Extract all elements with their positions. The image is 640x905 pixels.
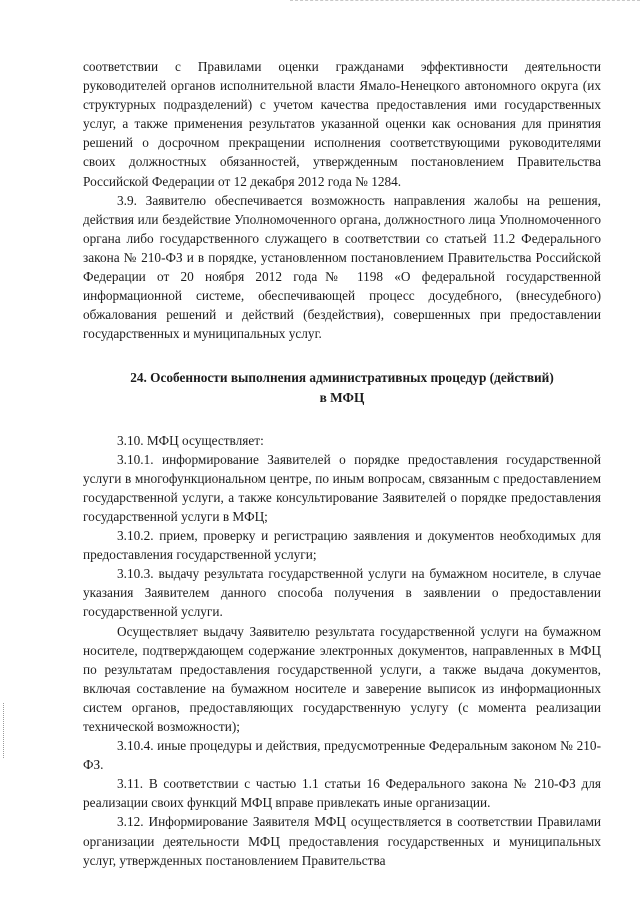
paragraph-3-10-2: 3.10.2. прием, проверку и регистрацию заявления и документов необходимых для предоставления государственной услуги; [83,528,601,563]
paragraph-3-10-1: 3.10.1. информирование Заявителей о порядке предоставления государственной услуги в многофункциональном центре, по иным вопросам, связанным с предоставлением государственной услуги, а также консультирование Заявителей о порядке предоставления государственной услуги в МФЦ; [83,451,601,524]
heading-line-1: 24. Особенности выполнения административных процедур (действий) [130,370,554,386]
paragraph-3-10: 3.10. МФЦ осуществляет: [117,432,264,448]
paragraph-3-10-3: 3.10.3. выдачу результата государственной услуги на бумажном носителе, в случае указания Заявителем данного способа получения в заявлении о предоставлении государственной услуги. [83,566,601,620]
scan-margin-marks [3,703,5,758]
paragraph-intro: соответствии с Правилами оценки гражданами эффективности деятельности руководителей органов исполнительной власти Ямало-Ненецкого автономного округа (их структурных подразделений) с учетом качества предоставления ими государственных услуг, а также применения результатов указанной оценки как основания для принятия решений о досрочном прекращении исполнения соответствующими руководителями своих должностных обязанностей, утвержденным постановлением Правительства Российской Федерации от 12 декабря 2012 года № 1284. [83,59,601,189]
paragraph-3-11: 3.11. В соответствии с частью 1.1 статьи 16 Федерального закона № 210-ФЗ для реализации своих функций МФЦ вправе привлекать иные организации. [83,776,601,811]
paragraph-3-9: 3.9. Заявителю обеспечивается возможность направления жалобы на решения, действия или бездействие Уполномоченного органа, должностного лица Уполномоченного органа либо государственного служащего в соответствии со статьей 11.2 Федерального закона № 210-ФЗ и в порядке, установленном постановлением Правительства Российской Федерации от 20 ноября 2012 года№ 1198 «О федеральной государственной информационной системе, обеспечивающей процесс досудебного, (внесудебного) обжалования решений и действий (бездействия), совершенных при предоставлении государственных и муниципальных услуг. [83,192,601,342]
section-heading [83,368,601,406]
heading-line-2: в МФЦ [319,389,365,405]
scan-edge-line [290,0,640,1]
paragraph-3-10-4: 3.10.4. иные процедуры и действия, предусмотренные Федеральным законом № 210-ФЗ. [83,738,601,773]
paragraph-delivery: Осуществляет выдачу Заявителю результата государственной услуги на бумажном носителе, подтверждающем содержание электронных документов, направленных в МФЦ по результатам предоставления государственной услуги, а также выдача документов, включая составление на бумажном носителе и заверение выписок из информационных систем органов, предоставляющих государственную услугу (с момента реализации технической возможности); [83,623,601,734]
paragraph-3-12: 3.12. Информирование Заявителя МФЦ осуществляется в соответствии Правилами организации деятельности МФЦ предоставления государственных и муниципальных услуг, утвержденных постановлением Правительства [83,814,601,868]
document-body [83,57,601,870]
